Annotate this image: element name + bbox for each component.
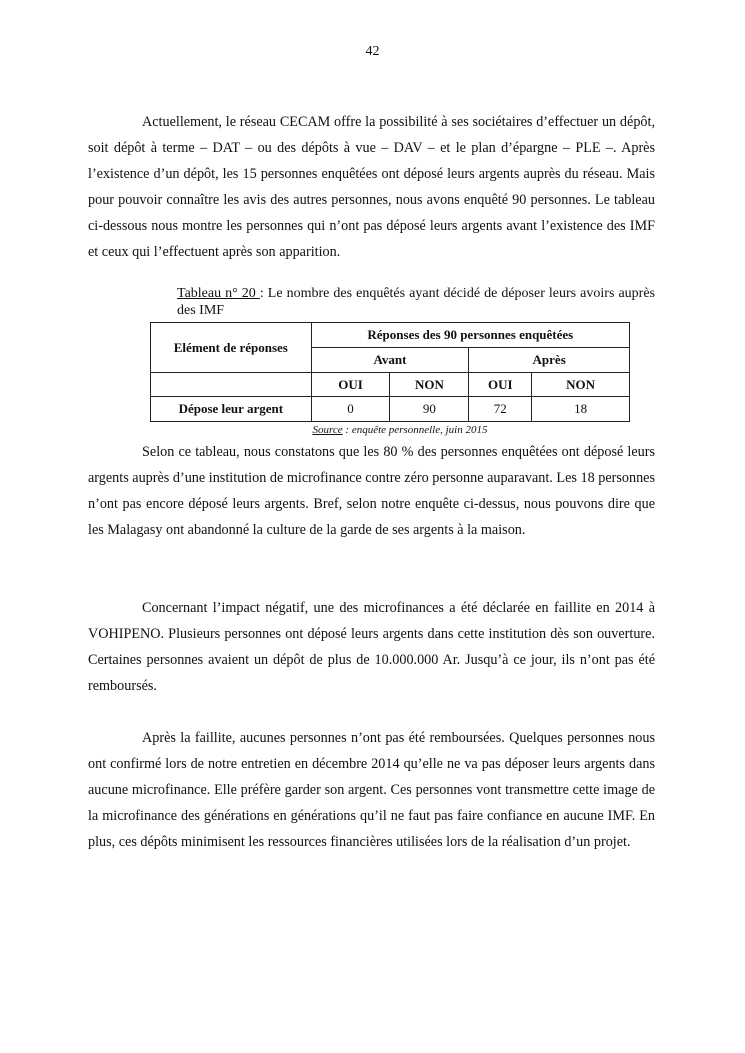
answer-header: NON [390,373,469,397]
row-label: Dépose leur argent [151,397,312,422]
answer-header: OUI [469,373,532,397]
answer-header: OUI [311,373,390,397]
table-caption-text: : Le nombre des enquêtés ayant décidé de déposer leurs avoirs auprès des IMF [177,286,655,318]
paragraph-4: Après la faillite, aucunes personnes n’ont pas été remboursées. Quelques personnes nous ont confirmé lors de notre entretien en décembre 2014 qu’elle ne va pas déposer leurs argents dans aucune microfinance. Elle préfère garder son argent. Ces personnes vont transmettre cette image de la microfinance des générations en générations qu’il ne faut pas faire confiance en aucune IMF. En plus, ces dépôts minimisent les ressources financières utilisées lors de la réalisation d’un projet. [88,730,655,850]
source-label: Source [312,424,343,436]
period-header-avant: Avant [311,348,469,373]
source-text: : enquête personnelle, juin 2015 [342,424,488,436]
row-header-title: Elément de réponses [151,323,312,373]
table-row [151,397,630,422]
page-number: 42 [365,44,380,59]
value-cell: 0 [311,397,390,422]
table-source [0,424,745,436]
value-cell: 18 [532,397,630,422]
table-caption [177,285,655,319]
empty-cell [151,373,312,397]
period-header-apres: Après [469,348,630,373]
value-cell: 90 [390,397,469,422]
group-header: Réponses des 90 personnes enquêtées [311,323,629,348]
survey-table [150,322,630,422]
paragraph-1: Actuellement, le réseau CECAM offre la possibilité à ses sociétaires d’effectuer un dépôt, soit dépôt à terme – DAT – ou des dépôts à vue – DAV – et le plan d’épargne – PLE –. Après l’existence d’un dépôt, les 15 personnes enquêtées ont déposé leurs argents auprès du réseau. Mais pour pouvoir connaître les avis des autres personnes, nous avons enquêté 90 personnes. Le tableau ci-dessous nous montre les personnes qui n’ont pas déposé leurs argents avant l’existence des IMF et ceux qui l’effectuent après son apparition. [88,114,655,260]
value-cell: 72 [469,397,532,422]
answer-header: NON [532,373,630,397]
paragraph-3: Concernant l’impact négatif, une des microfinances a été déclarée en faillite en 2014 à VOHIPENO. Plusieurs personnes ont déposé leurs argents dans cette institution dès son ouverture. Certaines personnes avaient un dépôt de plus de 10.000.000 Ar. Jusqu’à ce jour, ils n’ont pas été remboursés. [88,600,655,694]
paragraph-2: Selon ce tableau, nous constatons que les 80 % des personnes enquêtées ont déposé leurs argents auprès d’une institution de microfinance contre zéro personne auparavant. Les 18 personnes n’ont pas encore déposé leurs argents. Bref, selon notre enquête ci-dessus, nous pouvons dire que les Malagasy ont abandonné la culture de la garde de ses argents à la maison. [88,444,655,538]
table-caption-label: Tableau n° 20 [177,286,260,301]
